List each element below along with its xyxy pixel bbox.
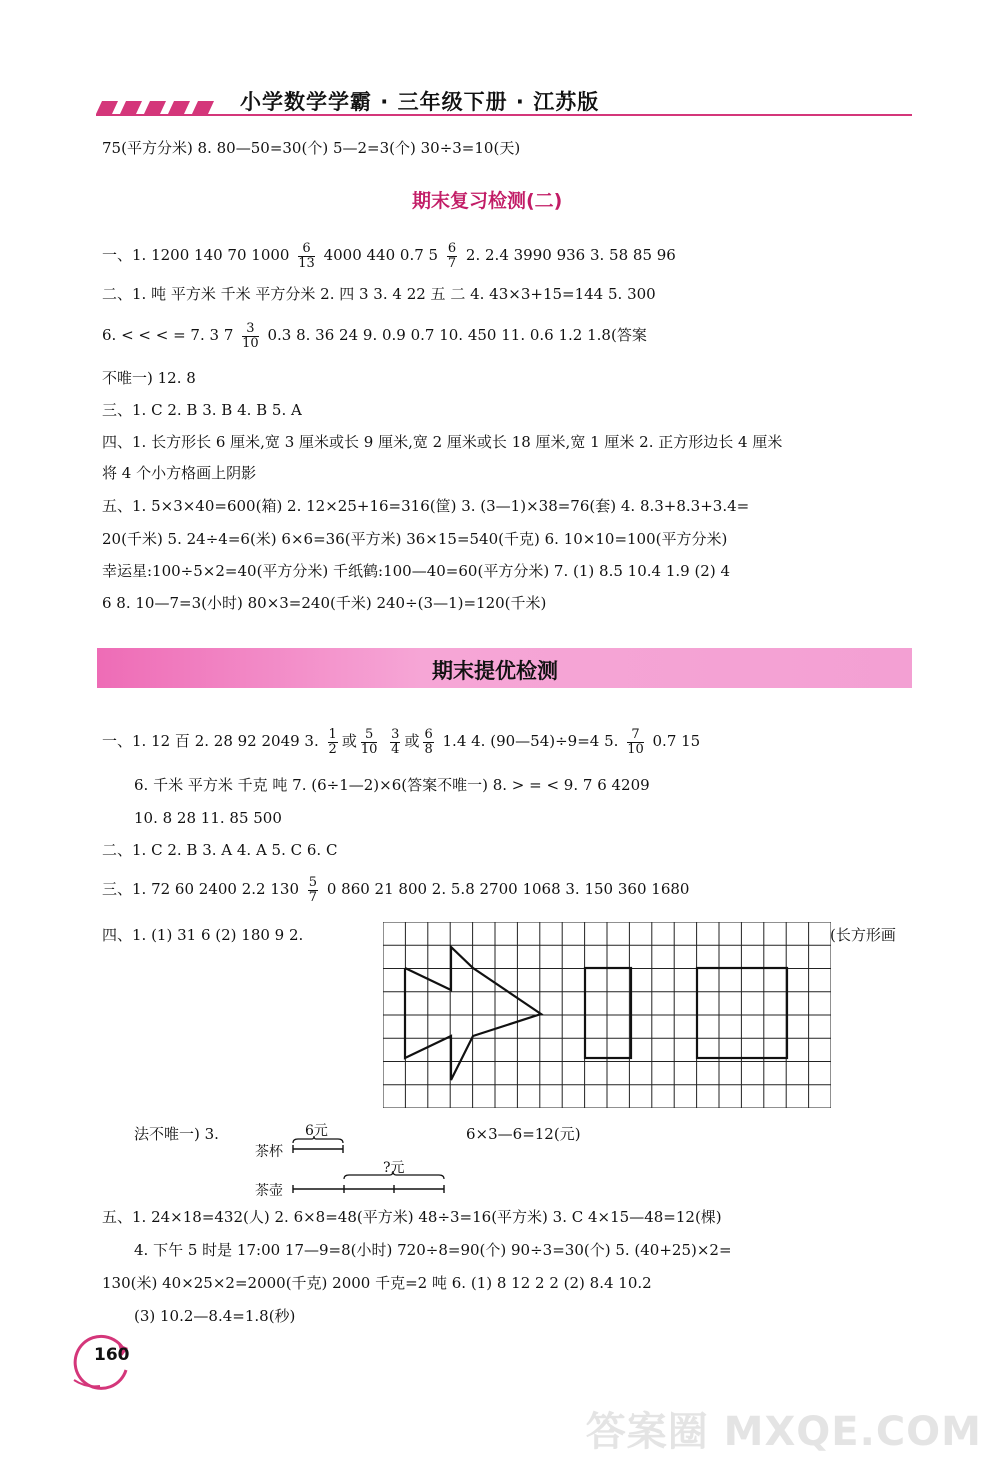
s2-line2: 6. 千米 平方米 千克 吨 7. (6÷1—2)×6(答案不唯一) 8. > = < 9. 7 6 4209 bbox=[134, 776, 650, 794]
pot-price: ?元 bbox=[383, 1160, 405, 1176]
s2-line1-a: 一、1. 12 百 2. 28 92 2049 3. bbox=[102, 732, 319, 750]
s2-line9: 4. 下午 5 时是 17:00 17—9=8(小时) 720÷8=90(个) 90÷3=30(个) 5. (40+25)×2= bbox=[134, 1241, 732, 1259]
or-text: 或 bbox=[341, 732, 357, 750]
fraction: $\frac{7}{10}$ bbox=[627, 726, 644, 757]
s1-line1-c: 2. 2.4 3990 936 3. 58 85 96 bbox=[465, 246, 676, 264]
s2-line1-b: 1.4 4. (90—54)÷9=4 5. bbox=[442, 732, 619, 750]
s1-line1 bbox=[102, 240, 676, 271]
s1-line8: 五、1. 5×3×40=600(箱) 2. 12×25+16=316(筐) 3. (3—1)×38=76(套) 4. 8.3+8.3+3.4= bbox=[102, 497, 750, 515]
rectangle-shape bbox=[697, 968, 787, 1058]
fraction: $\frac{6}{7}$ bbox=[447, 240, 457, 271]
diagram-calc: 6×3—6=12(元) bbox=[466, 1125, 581, 1143]
s2-line7: 法不唯一) 3. bbox=[134, 1125, 219, 1143]
header-rule bbox=[96, 114, 912, 116]
s2-line6: 四、1. (1) 31 6 (2) 180 9 2. bbox=[102, 926, 304, 944]
s2-line4: 二、1. C 2. B 3. A 4. A 5. C 6. C bbox=[102, 841, 338, 859]
fraction: $\frac{5}{7}$ bbox=[308, 874, 318, 905]
fraction: $\frac{5}{10}$ bbox=[360, 726, 378, 757]
s1-line2: 二、1. 吨 平方米 千米 平方分米 2. 四 3 3. 4 22 五 二 4. 43×3+15=144 5. 300 bbox=[102, 285, 656, 303]
s1-line3 bbox=[102, 320, 647, 351]
fraction: $\frac{3}{4}$ bbox=[391, 726, 400, 757]
fraction: $\frac{3}{10}$ bbox=[242, 320, 259, 351]
s1-line3-a: 6. < < < = 7. 3 7 bbox=[102, 326, 234, 344]
s1-line10: 幸运星:100÷5×2=40(平方分米) 千纸鹤:100—40=60(平方分米) 7. (1) 8.5 10.4 1.9 (2) 4 bbox=[102, 562, 731, 580]
s2-line5 bbox=[102, 874, 689, 905]
s1-line1-b: 4000 440 0.7 5 bbox=[323, 246, 439, 264]
cup-label: 茶杯 bbox=[255, 1144, 283, 1160]
s2-line6-right: (长方形画 bbox=[830, 926, 896, 944]
s1-line11: 6 8. 10—7=3(小时) 80×3=240(千米) 240÷(3—1)=120(千米) bbox=[102, 594, 547, 612]
section1-title: 期末复习检测(二) bbox=[412, 190, 563, 212]
s2-line5-a: 三、1. 72 60 2400 2.2 130 bbox=[102, 880, 299, 898]
s2-line11: (3) 10.2—8.4=1.8(秒) bbox=[134, 1307, 296, 1325]
fraction: $\frac{1}{2}$ bbox=[328, 726, 337, 757]
s1-line4: 不唯一) 12. 8 bbox=[102, 369, 196, 387]
cup-price: 6元 bbox=[305, 1123, 328, 1139]
s1-line1-a: 一、1. 1200 140 70 1000 bbox=[102, 246, 290, 264]
grid-figure bbox=[383, 922, 831, 1108]
header-decoration bbox=[96, 101, 214, 114]
s1-line5: 三、1. C 2. B 3. B 4. B 5. A bbox=[102, 401, 302, 419]
section2-title: 期末提优检测 bbox=[432, 659, 558, 683]
or-text: 或 bbox=[404, 732, 420, 750]
s1-line6: 四、1. 长方形长 6 厘米,宽 3 厘米或长 9 厘米,宽 2 厘米或长 18 厘米,宽 1 厘米 2. 正方形边长 4 厘米 bbox=[102, 433, 783, 451]
header-title: 小学数学学霸 · 三年级下册 · 江苏版 bbox=[240, 90, 600, 114]
s1-line7: 将 4 个小方格画上阴影 bbox=[102, 464, 257, 482]
page-number: 160 bbox=[94, 1345, 130, 1365]
s1-line9: 20(千米) 5. 24÷4=6(米) 6×6=36(平方米) 36×15=540(千克) 6. 10×10=100(平方分米) bbox=[102, 530, 728, 548]
s2-line1 bbox=[102, 726, 700, 757]
s2-line8: 五、1. 24×18=432(人) 2. 6×8=48(平方米) 48÷3=16(平方米) 3. C 4×15—48=12(棵) bbox=[102, 1208, 722, 1226]
top-line: 75(平方分米) 8. 80—50=30(个) 5—2=3(个) 30÷3=10(天) bbox=[102, 139, 521, 157]
s1-line3-b: 0.3 8. 36 24 9. 0.9 0.7 10. 450 11. 0.6 1.2 1.8(答案 bbox=[267, 326, 647, 344]
fraction: $\frac{6}{8}$ bbox=[424, 726, 433, 757]
segment-diagram bbox=[290, 1135, 460, 1195]
s2-line3: 10. 8 28 11. 85 500 bbox=[134, 809, 282, 827]
s2-line1-c: 0.7 15 bbox=[652, 732, 701, 750]
pot-label: 茶壶 bbox=[255, 1183, 283, 1199]
fraction: $\frac{6}{13}$ bbox=[298, 240, 315, 271]
square-shape bbox=[585, 968, 631, 1058]
s2-line5-b: 0 860 21 800 2. 5.8 2700 1068 3. 150 360 1680 bbox=[326, 880, 690, 898]
s2-line10: 130(米) 40×25×2=2000(千克) 2000 千克=2 吨 6. (1) 8 12 2 2 (2) 8.4 10.2 bbox=[102, 1274, 652, 1292]
watermark: 答案圈 MXQE.COM bbox=[585, 1409, 982, 1455]
